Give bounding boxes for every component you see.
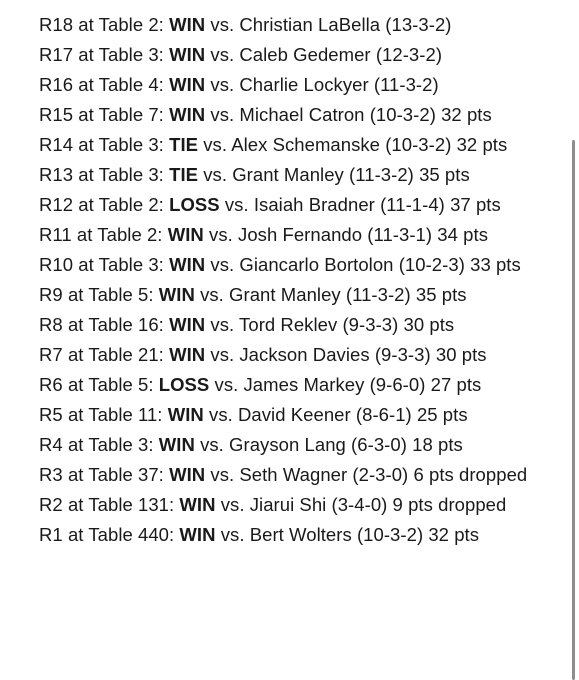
round-label: R7: [39, 344, 63, 365]
opponent-info: vs. Jackson Davies (9-3-3) 30 pts: [210, 344, 487, 365]
round-label: R9: [39, 284, 63, 305]
opponent-info: vs. Isaiah Bradner (11-1-4) 37 pts: [224, 194, 501, 215]
round-label: R6: [39, 374, 63, 395]
table-label: at Table 16:: [67, 314, 164, 335]
table-label: at Table 2:: [78, 14, 164, 35]
table-label: at Table 440:: [67, 524, 175, 545]
table-label: at Table 37:: [67, 464, 164, 485]
round-label: R15: [39, 104, 74, 125]
match-result: WIN: [169, 314, 206, 335]
opponent-info: vs. David Keener (8-6-1) 25 pts: [209, 404, 468, 425]
match-result: TIE: [169, 134, 199, 155]
result-row-r17: [39, 40, 544, 70]
table-label: at Table 2:: [76, 224, 163, 245]
table-label: at Table 2:: [78, 194, 164, 215]
result-row-r12: [39, 190, 544, 220]
result-row-r2: [39, 490, 544, 520]
opponent-info: vs. Alex Schemanske (10-3-2) 32 pts: [203, 134, 508, 155]
match-result: WIN: [169, 254, 206, 275]
match-result: WIN: [169, 464, 206, 485]
result-row-r11: [39, 220, 544, 250]
opponent-info: vs. Charlie Lockyer (11-3-2): [210, 74, 439, 95]
round-label: R8: [39, 314, 63, 335]
round-label: R2: [39, 494, 63, 515]
round-label: R17: [39, 44, 74, 65]
result-row-r9: [39, 280, 544, 310]
table-label: at Table 3:: [78, 254, 164, 275]
opponent-info: vs. Bert Wolters (10-3-2) 32 pts: [220, 524, 480, 545]
round-label: R10: [39, 254, 74, 275]
opponent-info: vs. Michael Catron (10-3-2) 32 pts: [210, 104, 492, 125]
result-row-r10: [39, 250, 544, 280]
match-result: LOSS: [158, 374, 210, 395]
result-row-r14: [39, 130, 544, 160]
match-result: TIE: [169, 164, 199, 185]
opponent-info: vs. Seth Wagner (2-3-0) 6 pts dropped: [210, 464, 528, 485]
result-row-r15: [39, 100, 544, 130]
table-label: at Table 11:: [67, 404, 163, 425]
opponent-info: vs. Jiarui Shi (3-4-0) 9 pts dropped: [220, 494, 507, 515]
round-label: R1: [39, 524, 63, 545]
round-label: R4: [39, 434, 63, 455]
round-label: R16: [39, 74, 74, 95]
round-label: R18: [39, 14, 74, 35]
match-result: WIN: [158, 284, 195, 305]
round-label: R12: [39, 194, 74, 215]
match-result: WIN: [169, 74, 206, 95]
scrollbar[interactable]: [572, 140, 575, 680]
table-label: at Table 21:: [67, 344, 164, 365]
result-row-r5: [39, 400, 544, 430]
round-label: R13: [39, 164, 74, 185]
table-label: at Table 4:: [78, 74, 164, 95]
round-label: R3: [39, 464, 63, 485]
opponent-info: vs. Christian LaBella (13-3-2): [210, 14, 452, 35]
table-label: at Table 131:: [67, 494, 175, 515]
opponent-info: vs. Grant Manley (11-3-2) 35 pts: [200, 284, 467, 305]
opponent-info: vs. Giancarlo Bortolon (10-2-3) 33 pts: [210, 254, 521, 275]
match-results-list: [39, 10, 544, 550]
table-label: at Table 3:: [78, 164, 164, 185]
result-row-r4: [39, 430, 544, 460]
match-result: WIN: [179, 524, 216, 545]
match-result: WIN: [167, 404, 204, 425]
table-label: at Table 5:: [67, 284, 154, 305]
result-row-r18: [39, 10, 544, 40]
opponent-info: vs. Josh Fernando (11-3-1) 34 pts: [209, 224, 488, 245]
match-result: WIN: [169, 14, 206, 35]
match-result: WIN: [179, 494, 216, 515]
table-label: at Table 3:: [78, 134, 164, 155]
table-label: at Table 3:: [78, 44, 164, 65]
opponent-info: vs. Grayson Lang (6-3-0) 18 pts: [200, 434, 463, 455]
table-label: at Table 5:: [67, 374, 154, 395]
result-row-r16: [39, 70, 544, 100]
result-row-r8: [39, 310, 544, 340]
match-result: WIN: [158, 434, 195, 455]
result-row-r6: [39, 370, 544, 400]
result-row-r7: [39, 340, 544, 370]
match-result: WIN: [169, 344, 206, 365]
round-label: R5: [39, 404, 63, 425]
match-result: WIN: [169, 44, 206, 65]
round-label: R14: [39, 134, 74, 155]
match-result: WIN: [169, 104, 206, 125]
result-row-r3: [39, 460, 544, 490]
opponent-info: vs. James Markey (9-6-0) 27 pts: [214, 374, 482, 395]
opponent-info: vs. Tord Reklev (9-3-3) 30 pts: [210, 314, 455, 335]
round-label: R11: [39, 224, 72, 245]
opponent-info: vs. Grant Manley (11-3-2) 35 pts: [203, 164, 470, 185]
result-row-r1: [39, 520, 544, 550]
match-result: LOSS: [169, 194, 220, 215]
table-label: at Table 7:: [78, 104, 164, 125]
table-label: at Table 3:: [67, 434, 154, 455]
result-row-r13: [39, 160, 544, 190]
match-result: WIN: [167, 224, 204, 245]
opponent-info: vs. Caleb Gedemer (12-3-2): [210, 44, 443, 65]
